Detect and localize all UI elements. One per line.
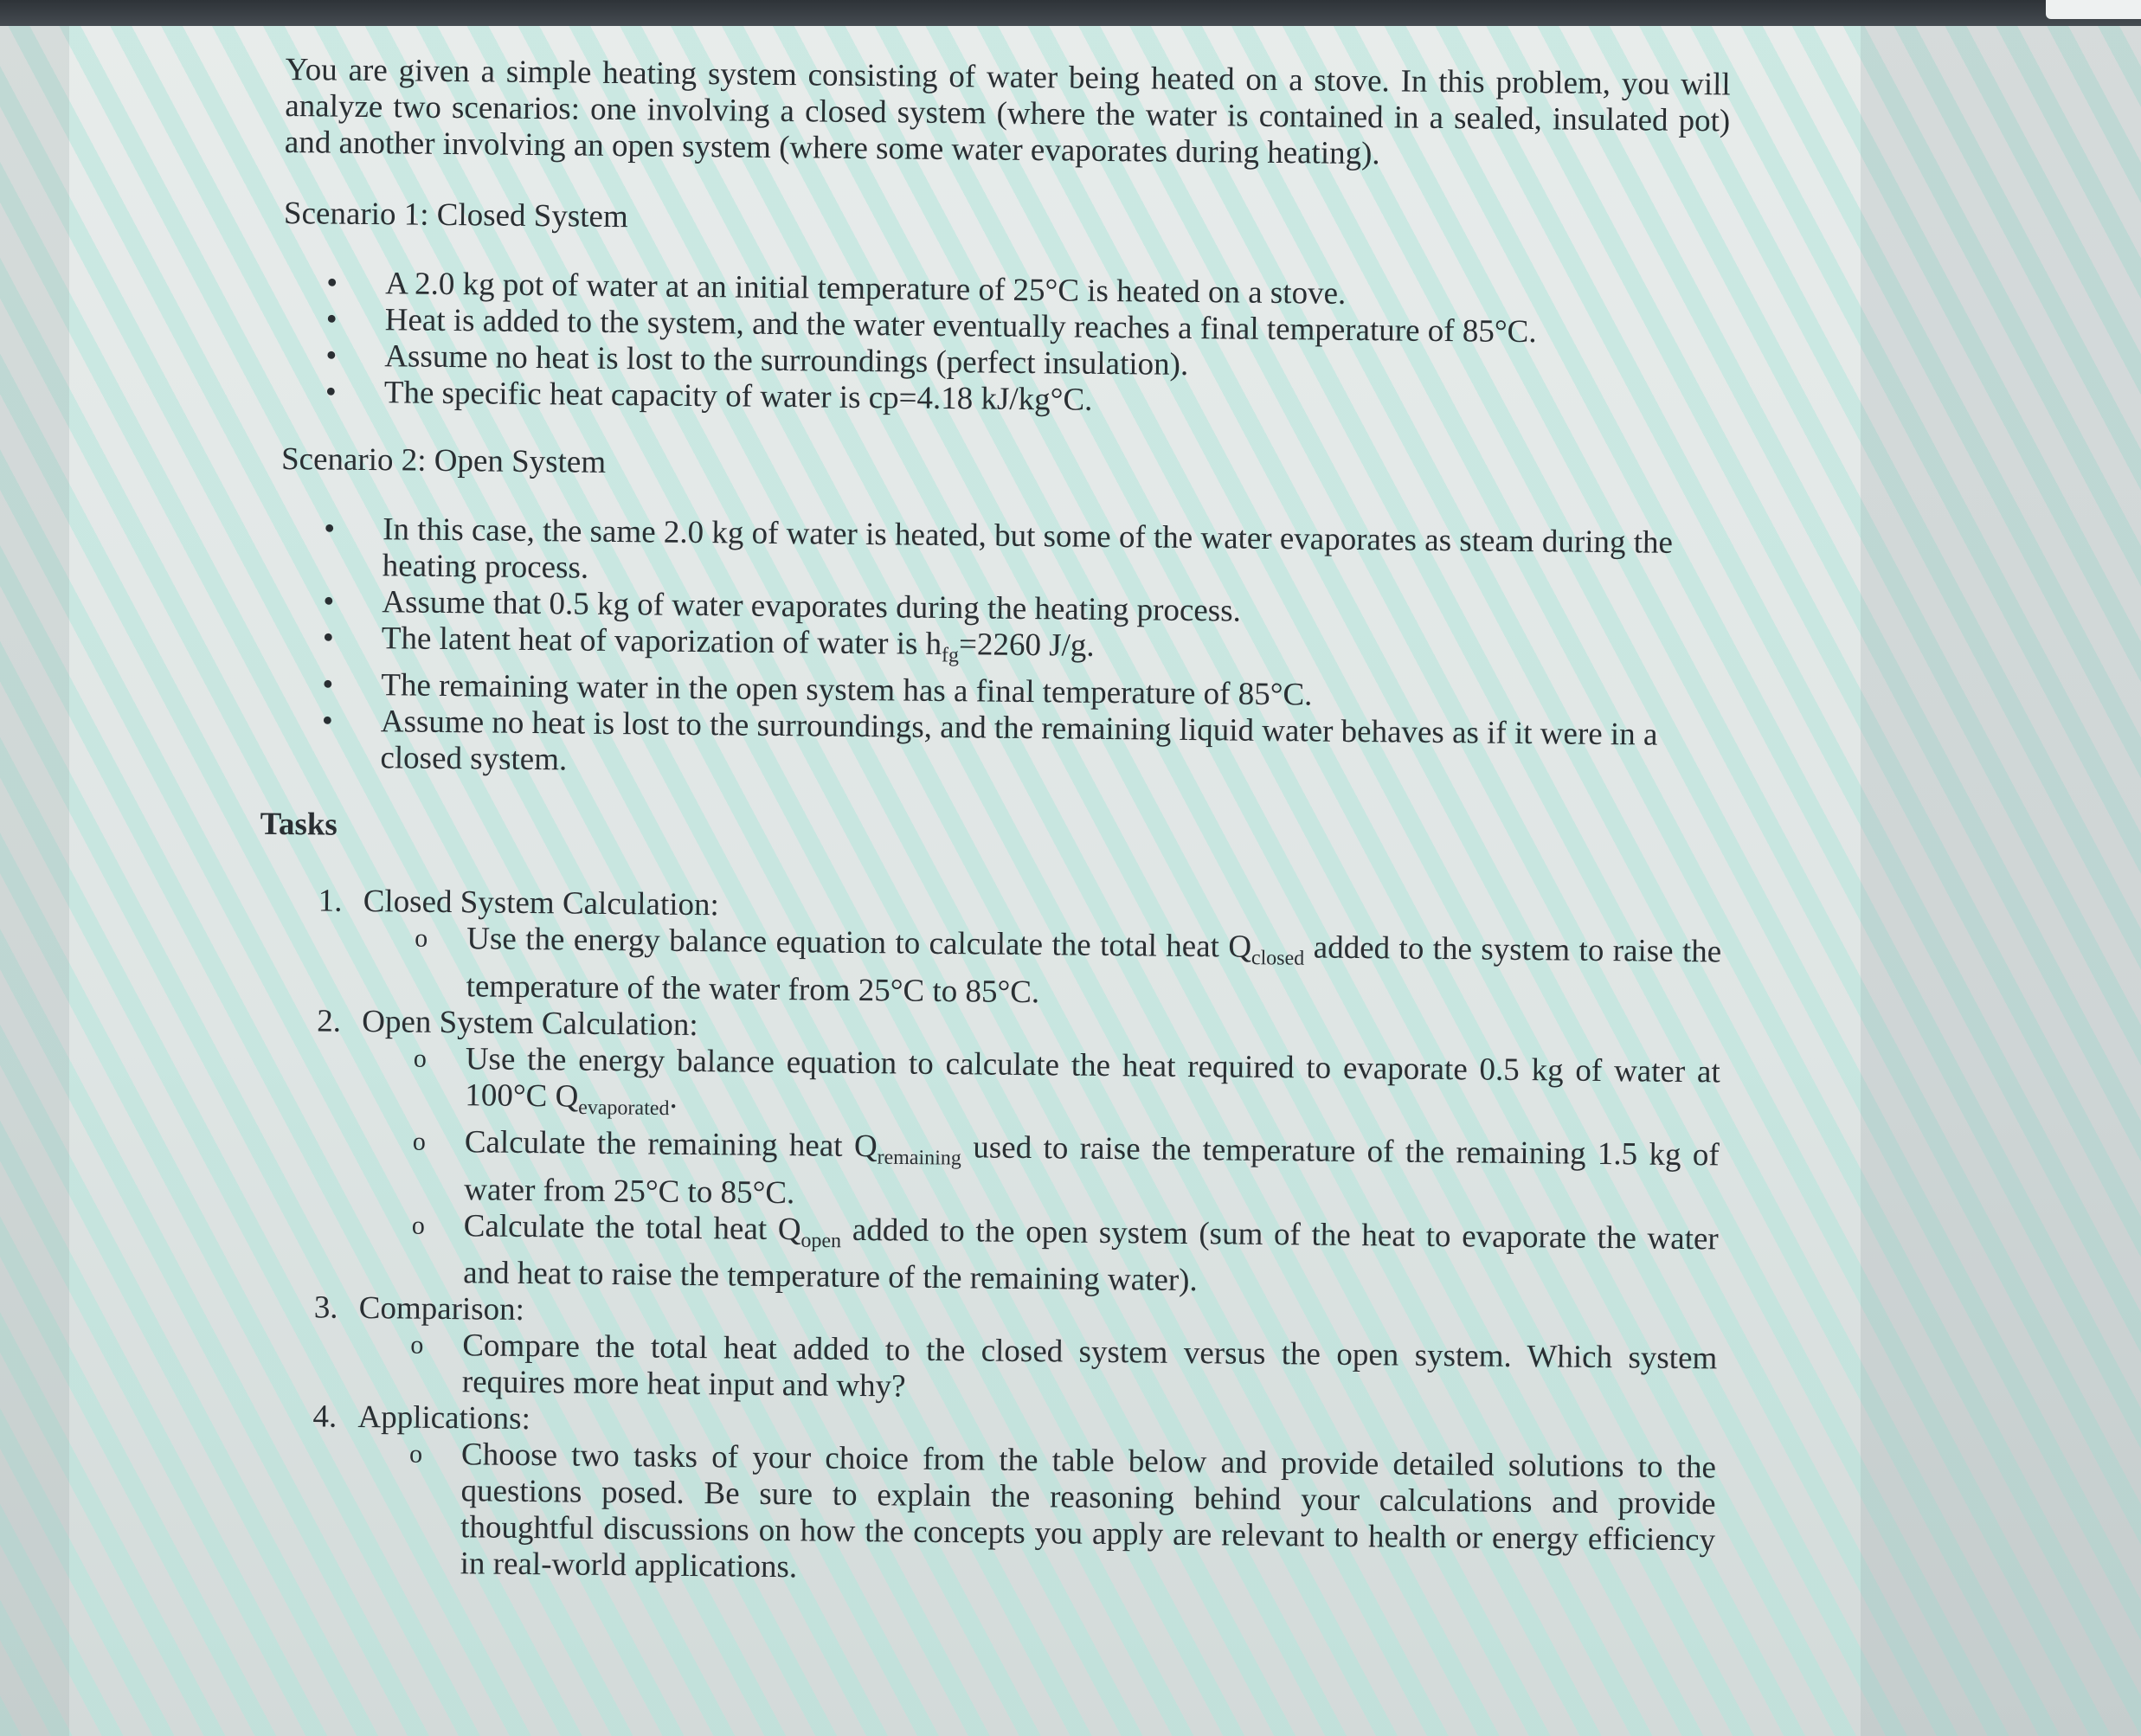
list-item: • The latent heat of vaporization of water is $h_{fg}=2260$ J/g. [322,620,1095,667]
scenario1-bullets [282,265,1729,425]
corner-tab [2046,0,2141,19]
task-item: 2. Open System Calculation: o Use the energy balance equation to calculate the heat required to evaporate 0.5 kg of water at 100°C $Q_{evaporated}$. o Calculate the remaining heat $Q_{remaining}$ used to raise the temperature of the remaining 1.5 kg of water from 25°C to 85°C. o Calculate the total heat $Q_{open}$ added to the open system (sum of the heat to evaporate the water and heat to raise the temperature of the remaining water). [273,1003,1720,1305]
tasks-list [270,883,1722,1595]
right-margin [1861,26,2141,1736]
list-item: • Assume that 0.5 kg of water evaporates during the heating process. [323,583,1242,629]
scenario2-heading: Scenario 2: Open System [280,440,607,480]
sub-item: o Compare the total heat added to the closed system versus the open system. Which system requires more heat input and why? [410,1328,1718,1405]
tasks-heading: Tasks [260,807,338,844]
sub-item: o Use the energy balance equation to calculate the heat required to evaporate 0.5 kg of water at 100°C $Q_{evaporated}$. [413,1041,1720,1120]
task-item: 4. Applications: o Choose two tasks of your choice from the table below and provide detailed solutions to the questions posed. Be sure to explain the reasoning behind your calculations and provide thoughtful discussions on how the concepts you apply are relevant to health or energy efficiency in real-world applications. [270,1398,1717,1595]
task-title: Open System Calculation: [362,1003,698,1043]
task-title: Applications: [357,1398,531,1437]
task-title: Closed System Calculation: [363,884,720,923]
sub-item: o Calculate the total heat $Q_{open}$ added to the open system (sum of the heat to evaporate the water and heat to raise the temperature of the remaining water). [411,1207,1719,1299]
list-item: • The specific heat capacity of water is cp=4.18 kJ/kg°C. [325,374,1093,418]
list-item: • A 2.0 kg pot of water at an initial temperature of 25°C is heated on a stove. [325,265,1347,312]
sub-item: o Calculate the remaining heat $Q_{remaining}$ used to raise the temperature of the remaining 1.5 kg of water from 25°C to 85°C. [412,1124,1720,1211]
list-item: • Assume no heat is lost to the surroundings (perfect insulation). [325,338,1189,383]
document-body [260,52,1731,1595]
task-item: 3. Comparison: o Compare the total heat added to the closed system versus the open system. Which system requires more heat input and why? [272,1289,1718,1413]
document-page [69,26,1861,1736]
window-top-bar [0,0,2141,26]
sub-item: o Choose two tasks of your choice from the table below and provide detailed solutions to the questions posed. Be sure to explain the reasoning behind your calculations and provide thoughtful discussions on how the concepts you apply are relevant to health or energy efficiency in real-world applications. [408,1437,1717,1585]
scenario2-bullets [278,511,1726,791]
task-title: Comparison: [358,1289,525,1328]
list-item: • In this case, the same 2.0 kg of water is heated, but some of the water evaporates as steam during the heating process. [324,511,1674,586]
list-item: • The remaining water in the open system has a final temperature of 85°C. [322,666,1313,713]
scenario1-heading: Scenario 1: Closed System [283,195,628,235]
list-item: • Assume no heat is lost to the surroundings, and the remaining liquid water behaves as if it were in a closed system. [321,703,1658,778]
list-item: • Heat is added to the system, and the water eventually reaches a final temperature of 85°C. [325,301,1537,350]
intro-paragraph: You are given a simple heating system consisting of water being heated on a stove. In this problem, you will analyze two scenarios: one involving a closed system (where the water is contained in a sealed, insulated pot) and another involving an open system (where some water evaporates during heating). [284,52,1731,172]
sub-item: o Use the energy balance equation to calculate the total heat $Q_{closed}$ added to the system to raise the temperature of the water from 25°C to 85°C. [415,921,1722,1010]
left-margin [0,26,69,1736]
task-item: 1. Closed System Calculation: o Use the energy balance equation to calculate the total heat $Q_{closed}$ added to the system to raise the temperature of the water from 25°C to 85°C. [275,883,1721,1018]
